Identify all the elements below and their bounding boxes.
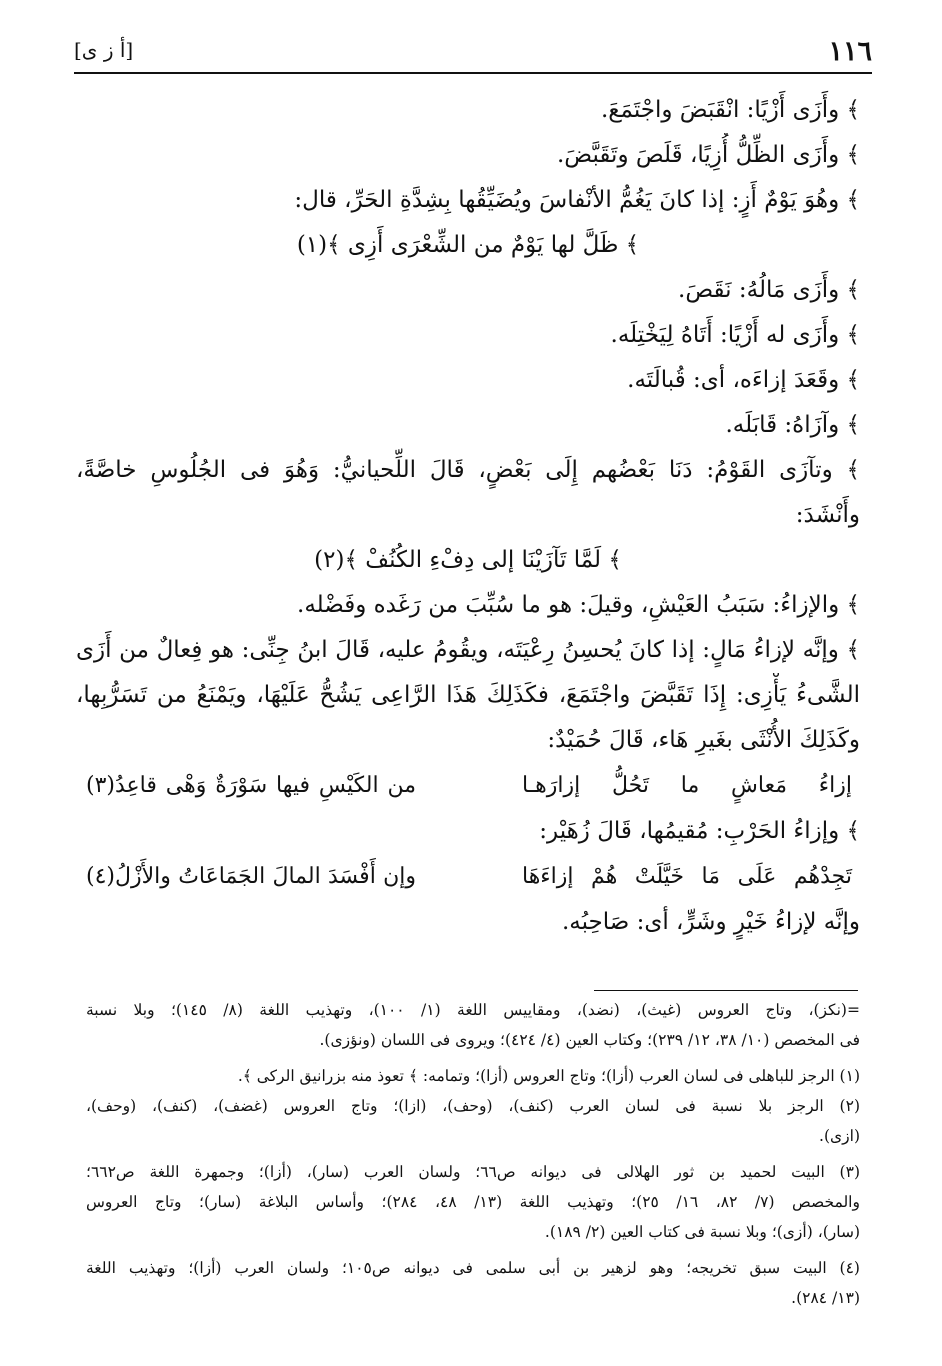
entry-line: وأَنْشَدَ: <box>795 502 860 528</box>
entry-line: ﴾ وأَزَى مَالُهُ: نَقَصَ. <box>678 277 860 303</box>
page-number: ١١٦ <box>828 36 872 67</box>
entry-line: ﴾ وتآزَى القَوْمُ: دَنَا بَعْضُهم إِلَى بَعْضٍ، قَالَ اللِّحيانيُّ: وَهُوَ فى الجُلُوسِ خاصَّةً، <box>76 457 860 483</box>
poem-verse <box>76 763 860 809</box>
entry-line: ﴾ وإزاءُ الحَرْبِ: مُقيمُها، قَالَ زُهَيْر: <box>539 818 860 844</box>
quoted-verse: ﴾ ظَلَّ لها يَوْمٌ من الشِّعْرَى أَزِى ﴾(١) <box>296 232 640 258</box>
footnote-line: (١) الرجز للباهلى فى لسان العرب (أزا)؛ وتاج العروس (أزا)؛ وتمامه: ﴾ تعوذ منه بزرانيق الركى ﴾. <box>237 1067 860 1085</box>
footnote-line: (٢) الرجز بلا نسبة فى لسان العرب (كنف)، (وحف)، (ازا)؛ وتاج العروس (غضف)، (كنف)، (وحف)، <box>86 1097 860 1115</box>
verse-first-hemistich: تَجِدْهُم عَلَى مَا خَيَّلَتْ هُمْ إزاءَهَا <box>522 864 852 889</box>
entry-line: ﴾ وقَعَدَ إزاءَه، أى: قُبالَتَه. <box>627 367 860 393</box>
footnote-line: (٤) البيت سبق تخريجه؛ وهو لزهير بن أبى سلمى فى ديوانه ص١٠٥؛ ولسان العرب (أزا)؛ وتهذيب اللغة <box>86 1259 860 1277</box>
page-header <box>74 34 872 74</box>
entry-line: الشَّىءُ يَأْزِى: إِذَا تَقَبَّضَ واجْتَمَعَ، فكَذَلِكَ هَذَا الرَّاعِى يَشُحُّ عَلَيْهَا، ويَمْنَعُ من تَسَرُّبِها، <box>76 682 860 708</box>
entry-line: ﴾ وأَزَى له أَزْيًا: أَتَاهُ لِيَخْتِلَه. <box>610 322 860 348</box>
footnotes <box>86 995 860 1313</box>
verse-first-hemistich: إزاءُ مَعاشٍ ما تَحُلُّ إزارَهـا <box>522 773 852 798</box>
entry-body <box>76 88 860 945</box>
entry-line: ﴾ وأَزَى الظِّلُّ أُزِيًا، قَلَصَ وتَقَبَّضَ. <box>556 142 860 168</box>
quoted-verse: ﴾ لَمَّا تَآزَيْنَا إلى دِفْءِ الكُنُفْ ﴾(٢) <box>314 547 622 573</box>
poem-verse <box>76 854 860 900</box>
entry-line: ﴾ وآزَاهُ: قَابَلَه. <box>725 412 860 438</box>
footnote-divider <box>594 990 858 991</box>
footnote-line: (ازى). <box>819 1127 860 1145</box>
entry-line: وكَذَلِكَ الأُنْثَى بغَيرِ هَاء، قَالَ حُمَيْدٌ: <box>547 727 860 753</box>
header-divider <box>74 72 872 74</box>
entry-line: ﴾ وأَزَى أَزْيًا: انْقَبَضَ واجْتَمَعَ. <box>600 97 860 123</box>
footnote-line: فى المخصص (١٠/ ٣٨، ١٢/ ٢٣٩)؛ وكتاب العين (٤/ ٤٢٤)؛ ويروى فى اللسان (ونؤزى). <box>319 1031 860 1049</box>
footnote-line: والمخصص (٧/ ٨٢، ١٦/ ٢٥)؛ وتهذيب اللغة (١٣/ ٤٨، ٢٨٤)؛ وأساس البلاغة (سار)؛ وتاج العروس <box>86 1193 860 1211</box>
verse-second-hemistich: وإن أَفْسَدَ المالَ الجَمَاعَاتُ والأَزْلُ(٤) <box>86 864 416 889</box>
entry-line: ﴾ وإنَّه لإزاءُ مَالٍ: إذا كانَ يُحسِنُ رِعْيَتَه، ويقُومُ عليه، قَالَ ابنُ جِنِّى: هو فِعالٌ من أَزَى <box>76 637 860 663</box>
verse-second-hemistich: من الكَيْسِ فيها سَوْرَةٌ وَهْى قاعِدُ(٣) <box>86 773 416 798</box>
entry-line: وإنَّه لإزاءُ خَيْرٍ وشَرٍّ، أى: صَاحِبُه. <box>561 909 860 935</box>
footnote-line: (سار)، (أزى)؛ وبلا نسبة فى كتاب العين (٢/ ١٨٩). <box>544 1223 860 1241</box>
entry-line: ﴾ والإزاءُ: سَبَبُ العَيْشِ، وقيلَ: هو ما سُبِّبَ من رَغَده وفَضْله. <box>297 592 860 618</box>
footnote-line: =(نكز)، وتاج العروس (غيث)، (نضد)، ومقاييس اللغة (١/ ١٠٠)، وتهذيب اللغة (٨/ ١٤٥)؛ وبلا نسبة <box>86 1001 860 1019</box>
entry-line: ﴾ وهُوَ يَوْمٌ أَزٍ: إذا كانَ يَغُمُّ الأنْفاسَ ويُضَيِّقُها بِشِدَّةِ الحَرِّ، قال: <box>294 187 860 213</box>
footnote-line: (١٣/ ٢٨٤). <box>791 1289 860 1307</box>
footnote-line: (٣) البيت لحميد بن ثور الهلالى فى ديوانه ص٦٦؛ ولسان العرب (سار)، (أزا)؛ وجمهرة اللغة ص٦٦٢؛ <box>86 1163 860 1181</box>
root-word-heading: [أ ز ى] <box>74 38 134 62</box>
